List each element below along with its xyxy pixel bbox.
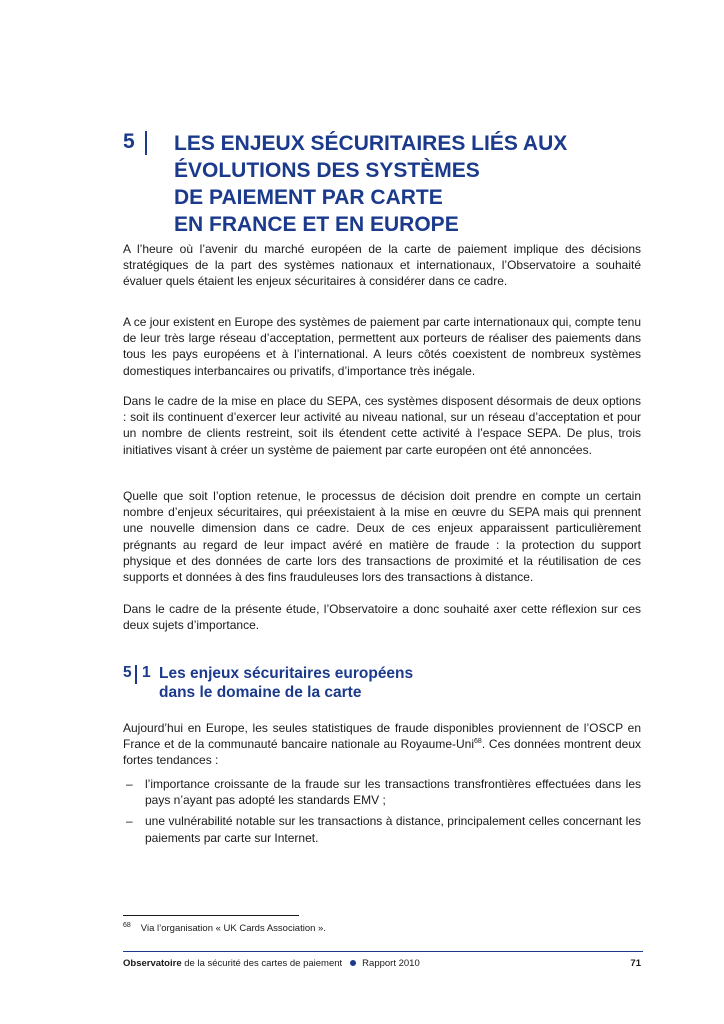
section-intro-text-end: . Ces données montrent deux fortes tendances : <box>123 737 642 768</box>
footer-org-rest: de la sécurité des cartes de paiement <box>181 958 343 969</box>
footnote <box>123 922 326 934</box>
page-footer <box>123 958 641 969</box>
section-subnumber: 1 <box>142 664 151 681</box>
paragraph-2: A ce jour existent en Europe des systèmes de paiement par carte internationaux qui, compte tenu de leur très large réseau d’acceptation, permettent aux porteurs de réaliser des paiements dans tous les pays européens et à l’international. A leurs côtés coexistent de nombreux systèmes domestiques interbancaires ou privatifs, d’importance très inégale. <box>123 315 641 378</box>
section-title <box>159 664 559 702</box>
list-item <box>123 776 641 808</box>
list-item-text: l’importance croissante de la fraude sur les transactions transfrontières effectuées dans les pays n’ayant pas adopté les standards EMV ; <box>145 777 641 808</box>
list-item <box>123 813 641 845</box>
chapter-title-line: LES ENJEUX SÉCURITAIRES LIÉS AUX <box>174 132 568 155</box>
chapter-title-line: DE PAIEMENT PAR CARTE <box>174 186 443 209</box>
footnote-number: 68 <box>123 922 131 929</box>
chapter-title <box>174 130 644 238</box>
footer-rule <box>123 951 643 952</box>
bullet-marker: – <box>126 777 133 791</box>
bullet-dot-icon <box>350 960 356 966</box>
footer-org: Observatoire <box>123 958 182 969</box>
paragraph-4: Quelle que soit l’option retenue, le processus de décision doit prendre en compte un certain nombre d’enjeux sécuritaires, qui préexistaient à la mise en œuvre du SEPA mais qui prennent une nouvelle dimension dans ce cadre. Deux de ces enjeux apparaissent particulièrement prégnants au regard de leur impact avéré en matière de fraude : la protection du support physique et des données de carte lors des transactions de proximité et la réutilisation de ces supports et données à des fins frauduleuses lors des transactions à distance. <box>123 489 641 585</box>
bullet-list <box>123 776 641 846</box>
section-divider <box>135 665 137 684</box>
paragraph-1: A l’heure où l’avenir du marché européen de la carte de paiement implique des décisions stratégiques de la part des systèmes nationaux et internationaux, l’Observatoire a souhaité évaluer quels étaient les enjeux sécuritaires à considérer dans ce cadre. <box>123 242 641 289</box>
footnote-text: Via l’organisation « UK Cards Association ». <box>140 923 326 935</box>
section-number: 5 <box>123 664 132 681</box>
chapter-divider <box>145 131 147 155</box>
paragraph-3: Dans le cadre de la mise en place du SEPA, ces systèmes disposent désormais de deux options : soit ils continuent d’exercer leur activité au niveau national, sur un réseau d’acceptation et pour un nombre de clients restreint, soit ils étendent cette activité à l’espace SEPA. De plus, trois initiatives visant à créer un système de paiement par carte européen ont été annoncées. <box>123 394 641 457</box>
chapter-title-line: EN FRANCE ET EN EUROPE <box>174 213 459 236</box>
bullet-marker: – <box>126 814 133 829</box>
paragraph-5: Dans le cadre de la présente étude, l’Observatoire a donc souhaité axer cette réflexion sur ces deux sujets d’importance. <box>123 602 641 633</box>
section-intro <box>123 720 641 769</box>
footnote-ref: 68 <box>474 738 482 746</box>
footnote-rule <box>123 915 299 916</box>
section-title-line: Les enjeux sécuritaires européens <box>159 665 414 682</box>
section-title-line: dans le domaine de la carte <box>159 684 362 701</box>
page-number: 71 <box>630 958 641 969</box>
chapter-number: 5 <box>123 130 135 153</box>
footer-report: Rapport 2010 <box>362 958 420 969</box>
section-intro-text: Aujourd’hui en Europe, les seules statistiques de fraude disponibles proviennent de l’OSCP en France et de la communauté bancaire nationale au Royaume-Uni <box>123 721 641 752</box>
chapter-title-line: ÉVOLUTIONS DES SYSTÈMES <box>174 159 480 182</box>
list-item-text: une vulnérabilité notable sur les transactions à distance, principalement celles concernant les paiements par carte sur Internet. <box>145 814 641 845</box>
